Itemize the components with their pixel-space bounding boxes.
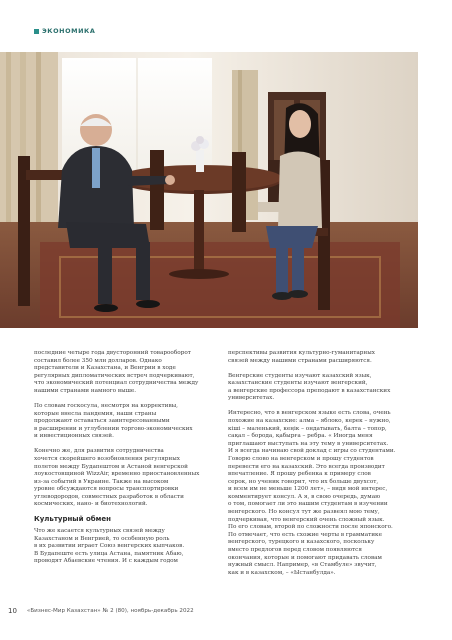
subheading-cultural-exchange: Культурный обмен <box>34 515 111 524</box>
page-footer <box>8 607 194 615</box>
paragraph: Интересно, что в венгерском языке есть слова, очень похожие на казахские: алма – яблоко, керек – нужно, кiшi – маленький, кеңiк – ондатывать, балта – топор, сақал – борода, қабырға – ребра. « Иногда меня приглашают выступать на эту тему в университетах. И я всегда начинаю свой доклад с игры со студентами. Говорю слово на венгерском и прошу студентов перевести его на казахский. Это всегда производит впечатление. Я прошу ребенка к примеру слов серок, но ученик говорит, что их больше двухсот, и всем им не меньше 1200 лет», – видя мой интерес, комментирует консул. А я, в свою очередь, думаю о том, помогает ли это нашим студентам в изучении венгерского. Но консул тут же развеял мою тему, подчеркивая, что венгерский очень сложный язык. По его словам, второй по сложности после японского. По отмечает, что есть схожие черты в грамматике венгерского, турецкого и казахского, поскольку вместо предлогов перед словом появляются окончания, которые и помогают придавать словам нужный смысл. Например, «в Стамбуле» звучит, как и в казахском, – «Ыстанбулда». <box>228 410 396 576</box>
section-header <box>34 27 95 35</box>
page-number: 10 <box>8 607 17 615</box>
paragraph: Что же касается культурных связей между Казахстаном и Венгрией, то особенную роль в их развитии играет Союз венгерских кыпчаков. В Будапеште есть улица Астана, памятник Абаю, проводят Абаевские чтения. И с каждым годом <box>34 528 185 565</box>
article-photo <box>0 52 418 328</box>
article-column-left <box>34 350 216 573</box>
paragraph: перспективы развития культурно-гуманитарных связей между нашими странами расширяются. <box>228 350 375 364</box>
paragraph: Конечно же, для развития сотрудничества хочется скорейшего возобновления регулярных полетов между Будапештом и Астаной венгерской лоукостовщиной WizzAir, временно приостановленных из-за событий в Украине. Также на высоком уровне обсуждаются вопросы транспортировки углеводородов, совместных разработок в области космических, нано- и биотехнологий. <box>34 448 200 508</box>
paragraph: последние четыре года двусторонний товарооборот составил более 350 млн долларов. Однако представители и Казахстана, и Венгрии в ходе регулярных дипломатических встреч подчеркивают, что экономический потенциал сотрудничества между нашими странами намного выше. <box>34 350 199 394</box>
publication-info: «Бизнес-Мир Казахстан» № 2 (80), ноябрь-декабрь 2022 <box>26 608 194 614</box>
section-label: ЭКОНОМИКА <box>42 27 96 35</box>
article-column-right <box>228 350 410 585</box>
section-marker <box>34 29 39 34</box>
paragraph: По словам госкосула, несмотря на коррективы, которые внесла пандемия, наши страны продолжают оставаться заинтересованными в расширении и углублении торгово-экономических и инвестиционных связей. <box>34 402 193 440</box>
interview-photo-illustration <box>0 52 418 328</box>
paragraph: Венгерские студенты изучают казахский язык, казахстанские студенты изучают венгерский, а венгерские профессора преподают в казахстанских университетах. <box>228 372 391 402</box>
